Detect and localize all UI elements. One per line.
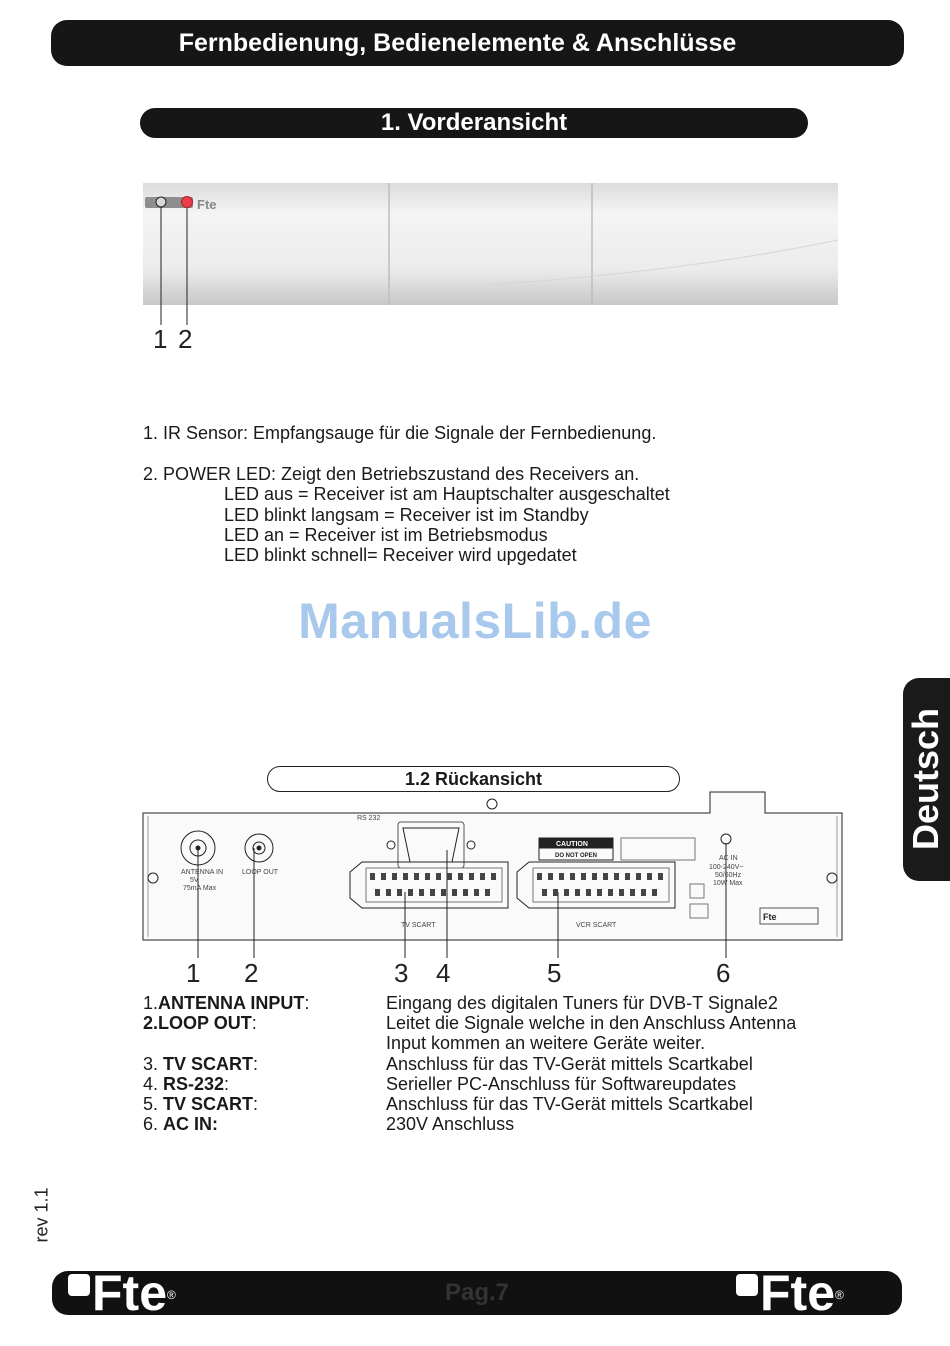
rear-callout-6: 6 bbox=[716, 958, 731, 988]
do-not-open-label: DO NOT OPEN bbox=[555, 853, 598, 859]
connector-desc-vcr-scart: Anschluss für das TV-Gerät mittels Scartkabel bbox=[386, 1094, 753, 1114]
watermark: ManualsLib.de bbox=[298, 593, 652, 649]
rear-device-logo: Fte bbox=[763, 912, 777, 922]
connector-label-antenna-input: 1.ANTENNA INPUT: bbox=[143, 993, 310, 1013]
connector-desc-loop-out-line2: Input kommen an weitere Geräte weiter. bbox=[386, 1033, 706, 1053]
connector-label-ac-in: 6. AC IN: bbox=[143, 1114, 219, 1134]
page-number: Pag.7 bbox=[444, 1279, 510, 1306]
rear-callout-1: 1 bbox=[186, 958, 201, 988]
connector-desc-tv-scart: Anschluss für das TV-Gerät mittels Scartkabel bbox=[386, 1054, 753, 1074]
rs232-label: RS 232 bbox=[357, 815, 381, 822]
connector-desc-ac-in: 230V Anschluss bbox=[386, 1114, 515, 1134]
connector-label-rs232: 4. RS-232: bbox=[143, 1074, 230, 1094]
ac-spec-power: 10W Max bbox=[713, 880, 743, 887]
antenna-spec-voltage: 5V bbox=[190, 877, 199, 884]
ir-sensor-description: 1. IR Sensor: Empfangsauge für die Signale der Fernbedienung. bbox=[143, 423, 657, 443]
led-state-off: LED aus = Receiver ist am Hauptschalter ausgeschaltet bbox=[224, 484, 670, 504]
connector-desc-rs232: Serieller PC-Anschluss für Softwareupdates bbox=[386, 1074, 737, 1094]
connector-desc-loop-out-line1: Leitet die Signale welche in den Anschluss Antenna bbox=[386, 1013, 797, 1033]
front-device-logo: Fte bbox=[197, 197, 217, 212]
footer-logo-left: Fte® bbox=[68, 1268, 176, 1318]
loop-out-label: LOOP OUT bbox=[242, 869, 279, 876]
front-callout-2: 2 bbox=[178, 324, 193, 354]
language-label: Deutsch bbox=[905, 707, 946, 851]
led-state-standby: LED blinkt langsam = Receiver ist im Standby bbox=[224, 505, 589, 525]
rear-callout-5: 5 bbox=[547, 958, 562, 988]
front-callout-1: 1 bbox=[153, 324, 168, 354]
ac-spec-voltage: 100-240V~ bbox=[709, 864, 744, 871]
front-view-title: 1. Vorderansicht bbox=[380, 109, 568, 136]
connector-label-vcr-scart: 5. TV SCART: bbox=[143, 1094, 259, 1114]
led-state-on: LED an = Receiver ist im Betriebsmodus bbox=[224, 525, 548, 545]
revision-label: rev 1.1 bbox=[31, 1187, 52, 1243]
footer-logo-right: Fte® bbox=[736, 1268, 844, 1318]
power-led-description: 2. POWER LED: Zeigt den Betriebszustand des Receivers an. bbox=[143, 464, 640, 484]
page-title: Fernbedienung, Bedienelemente & Anschlüsse bbox=[178, 28, 737, 57]
connector-label-loop-out: 2.LOOP OUT: bbox=[143, 1013, 257, 1033]
rear-callout-2: 2 bbox=[244, 958, 259, 988]
rear-callout-3: 3 bbox=[394, 958, 409, 988]
tv-scart-label: TV SCART bbox=[401, 922, 436, 929]
ac-in-label: AC IN bbox=[719, 855, 738, 862]
antenna-in-label: ANTENNA IN bbox=[181, 869, 224, 876]
rear-callout-4: 4 bbox=[436, 958, 451, 988]
rear-view-title: 1.2 Rückansicht bbox=[404, 768, 543, 789]
ac-spec-frequency: 50/60Hz bbox=[715, 872, 742, 879]
led-state-update: LED blinkt schnell= Receiver wird upgedatet bbox=[224, 545, 577, 565]
antenna-spec-current: 75mA Max bbox=[183, 885, 217, 892]
connector-label-tv-scart: 3. TV SCART: bbox=[143, 1054, 259, 1074]
caution-label: CAUTION bbox=[556, 841, 588, 848]
connector-desc-antenna-input: Eingang des digitalen Tuners für DVB-T Signale2 bbox=[386, 993, 778, 1013]
vcr-scart-label: VCR SCART bbox=[576, 922, 617, 929]
page-footer bbox=[52, 1265, 902, 1321]
